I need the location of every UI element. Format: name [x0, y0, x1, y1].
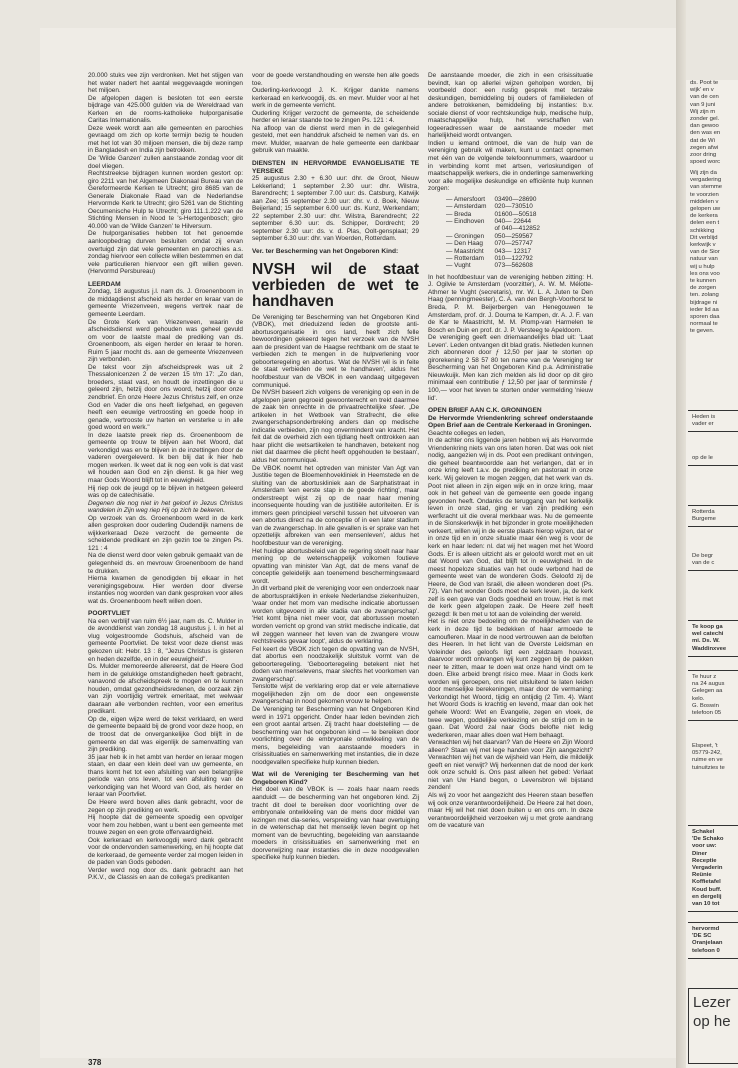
phone-table	[446, 196, 548, 270]
paragraph: De Vereniging ter Bescherming van het Ongeboren Kind (VBOK), met drieduizend leden de grootste anti-abortusorganisatie in ons land, heeft zich felle bewoordingen gekeerd tegen het verzoek van de NVSH aan de president van de Haagse rechtbank om de staat te verbieden zich te mengen in de hulpverlening voor geboorteregeling en abortus. 'Wat de NVSH wil is in feite de staat verbieden de wet te handhaven', aldus het hoofdbestuur van de VBOK in een vandaag uitgegeven communiqué.	[252, 313, 419, 389]
phone-row	[446, 240, 548, 247]
strip-line: zegen afwi	[690, 144, 719, 151]
paragraph: 35 jaar heb ik in het ambt van herder en leraar mogen staan, en daar een klein deel van uw gemeente, en thans komt het tot een afsluiting van een belangrijke periode van ons leven, tot een afsluiting van de verkondiging van het Woord van God, als herder en leraar van Poortvliet.	[88, 753, 243, 799]
paragraph: Indien u iemand ontmoet, die van de hulp van de vereniging gebruik wil maken, kunt u contact opnemen met één van de volgende telefoonnummers, waardoor u in verbinding komt met artsen, verloskundigen of maatschappelijk werkers, die in onderlinge samenwerking voor alle mogelijke deskundige en efficiënte hulp kunnen zorgen:	[428, 139, 593, 193]
paragraph: Verwachten wij het daarvan? Van de Heere en Zijn Woord alleen? Staan wij met lege handen voor Zijn aangezicht? Verwachten wij het van de wijsheid van Hem, die mildelijk geeft en niet verwijt? Wij herkennen dat de nood der kerk ook onze schuld is. Ons past alleen het gebed: Verlaat niet van Uw Hand begon, o Levensbron wil bijstand zenden!	[428, 739, 593, 792]
paragraph: De afgelopen dagen is besloten tot een eerste bijdrage van 425.000 gulden via de Wereldraad van Kerken en de rooms-katholieke hulporganisatie Caritas Internationalis.	[88, 94, 243, 125]
strip-line: Te koop ga	[692, 624, 723, 630]
strip-line: les ons voo	[690, 270, 720, 277]
ad-box	[688, 410, 738, 432]
paragraph: De hulporganisaties hebben tot het genoemde aanloopbedrag durven besluiten omdat zij ervan overtuigd zijn dat vele gemeenten en parochies a.s. zondag hiervoor een collecte willen bestemmen en dat vele particulieren hiervoor een gift willen geven. (Hervormd Persbureau)	[88, 230, 243, 276]
strip-line: dat de Wi	[690, 137, 715, 144]
paragraph: Zondag, 18 augustus j.l. nam ds. J. Groenenboom in de middagdienst afscheid als herder en leraar van de gemeente Vriezenveen, wegens vertrek naar de gemeente Leerdam.	[88, 288, 243, 318]
section-heading-leerdam: LEERDAM	[88, 280, 121, 288]
strip-line: en dergelij	[692, 893, 722, 900]
paragraph: Deze week wordt aan alle gemeenten en parochies gevraagd om zich op korte termijn bezig te houden met het lot van 30 miljoen mensen, die bij deze ramp in Bangladesh en India zijn betrokken.	[88, 124, 243, 155]
ad-box	[688, 670, 738, 721]
strip-line: Oranjelaan	[692, 940, 723, 947]
strip-line: delen een t	[690, 220, 720, 227]
strip-line: Rotterda	[692, 509, 715, 515]
phone-city: — Maastricht	[446, 247, 484, 255]
paragraph: De Vereniging ter Bescherming van het Ongeboren Kind werd in 1971 opgericht. Onder haar leden bevinden zich een groot aantal artsen. Zij tracht haar doelstelling — de bescherming van het ongeboren kind — te bereiken door voorlichting over de embryonale ontwikkeling van de mens, begeleiding van aanstaande moeders in crisissituaties en samenwerking met instanties, die in deze noodgevallen specifieke hulp kunnen bieden.	[252, 706, 419, 766]
phone-number: 050—259567	[494, 232, 533, 240]
phone-number: 010—122792	[494, 255, 533, 262]
strip-line: 'DE SC	[692, 933, 712, 940]
strip-line: Dit verblijd	[690, 234, 718, 241]
section-heading-yerseke: DIENSTEN IN HERVORMDE EVANGELISATIE TE YERSEKE	[252, 160, 419, 175]
phone-number: 043— 12317	[494, 247, 532, 255]
subheading: Wat wil de Vereniging ter Bescherming van het Ongeboren Kind?	[252, 771, 419, 786]
paragraph: 25 augustus 2.30 + 6.30 uur: dhr. de Groot, Nieuw Lekkerland; 1 september 2.30 uur: dhr. Wilstra, Barendrecht; 1 september 7.00 uur: ds. Catsburg, Katwijk aan Zee; 15 september 2.30 uur: dhr. v. d. Boek, Nieuw Beijerland; 15 september 6.00 uur: ds. Kunz, Werkendam; 22 september 2.30 uur: dhr. Wilstra, Barendrecht; 22 september 6.30 uur: ds. Schipper, Dordrecht; 29 september 2.30 uur: ds. v. d. Plas, Oolt-gensplaat; 29 september 6.30 uur: dhr. van Woerden, Rotterdam.	[252, 175, 419, 243]
ad-box	[688, 505, 738, 527]
strip-text	[686, 80, 720, 166]
strip-line: gelopen uw	[690, 206, 721, 213]
paragraph: De Heere werd boven alles dank gebracht, voor de zegen op zijn prediking en werk.	[88, 798, 243, 814]
strip-line: Vergaderin	[692, 865, 723, 872]
strip-line: te geven.	[690, 328, 715, 335]
phone-row	[446, 262, 548, 269]
phone-row	[446, 225, 548, 232]
strip-line: vader er	[692, 421, 714, 428]
strip-line: van 9 juni	[690, 101, 716, 108]
paragraph: Degenen die nog niet in het geloof in Jezus Christus wandelen in Zijn weg riep Hij op zich te bekeren.	[88, 499, 243, 515]
ad-box	[688, 988, 738, 1064]
strip-line: wij u hulp	[690, 263, 715, 270]
column-3	[428, 72, 593, 830]
paragraph: Ds. Mulder memoreerde allereerst, dat de Heere God hem in de gelukkige omstandigheden heeft gebracht, vanavond de afscheidspreek te mogen en te kunnen houden, omdat gezondheidsredenen, de oorzaak zijn van zijn voortijdig vertrek emeritaat, met welwaar daaraan alle verbonden rechten, voor een emeritus predikant.	[88, 663, 243, 716]
ad-box	[688, 740, 738, 775]
page-number: 378	[88, 1058, 102, 1067]
phone-city: — Vught	[446, 262, 471, 270]
strip-line: van de c	[692, 560, 715, 567]
strip-line: ruime en ve	[692, 757, 723, 764]
strip-line: G. Boswin	[692, 702, 719, 709]
column-1	[88, 72, 243, 882]
strip-line: vergadering	[690, 177, 722, 184]
strip-line: te kunnen	[690, 278, 716, 285]
phone-number: 073—562608	[494, 262, 533, 270]
strip-line: voor uw:	[692, 843, 717, 850]
phone-number: 040— 22644	[494, 217, 532, 225]
strip-line: zonder gel.	[690, 116, 720, 123]
article-headline: NVSH wil de staat verbieden de wet te handhaven	[252, 260, 419, 310]
strip-line: kelo.	[692, 695, 705, 702]
strip-line: bijdrage ni	[690, 299, 718, 306]
strip-line: na 24 augus	[692, 681, 725, 688]
adjacent-page-strip	[686, 80, 738, 1068]
phone-city: — Groningen	[446, 232, 485, 240]
article-kicker: Ver. ter Bescherming van het Ongeboren Kind:	[252, 248, 399, 256]
strip-line: kerkwijk v	[690, 242, 716, 249]
section-heading-open-brief: OPEN BRIEF AAN C.K. GRONINGEN	[428, 407, 542, 415]
strip-line: van de Sior	[690, 249, 720, 256]
phone-row	[446, 196, 548, 203]
paragraph: De 'Wilde Ganzen' zullen aanstaande zondag voor dit doel vliegen.	[88, 155, 243, 170]
strip-line: sporen daa	[690, 314, 720, 321]
strip-line: hervormd	[692, 926, 720, 932]
phone-city: — Den Haag	[446, 240, 483, 248]
paragraph: Als wij zo voor het aangezicht des Heeren staan beseffen wij ook onze verantwoordelijkheid. De Heere zal het doen, maar Hij wil het niet doen buiten u en ons om. In deze verantwoordelijkheid verzoeken wij u met grote aandrang om de vacature van	[428, 792, 593, 830]
paragraph: De tekst voor zijn afscheidspreek was uit 2 Thessalonicenzen 2 de verzen 15 t/m 17: „Zo dan, broeders, staat vast, en houdt de inzettingen die u geleerd zijn, hetzij door ons woord, hetzij door onze zendbrief. En onze Heere Jezus Christus zelf, en onze God en Vader die ons heeft liefgehad, en gegeven heeft een eeuwige vertroosting en goede hoop in genade, vertrooste uw harten en versterke u in alle goed woord en werk."	[88, 363, 243, 432]
section-heading-poortvliet: POORTVLIET	[88, 610, 131, 618]
paragraph: Ouderling Krijger verzocht de gemeente, de scheidende herder en leraar staande toe te zingen Ps. 121 : 4.	[252, 109, 419, 125]
strip-line: 'De Schako	[692, 836, 724, 843]
phone-number: 03490—28690	[494, 195, 537, 203]
paragraph: De aanstaande moeder, die zich in een crisissituatie bevindt, kan op allerlei wijzen geholpen worden, bij voorbeeld door: een rustig gesprek met terzake deskundigen, bemiddeling bij ouders of familieleden of andere betrokkenen, bemiddeling bij instanties: b.v. sociale dienst of voor rechtskundige hulp, medische hulp, maatschappelijke hulp, het verschaffen van logeeradressen waar de aanstaande moeder met harlelijkheid wordt ontvangen.	[428, 72, 593, 140]
page-fold	[676, 0, 686, 1068]
ad-box	[688, 825, 738, 912]
paragraph: Rechtstreekse bijdragen kunnen worden gestort op: giro 2211 van het Algemeen Diakonaal Bureau van de Gereformeerde Kerken te Utrecht; giro 8685 van de Generale Diakonale Raad van de Nederlandse Hervormde Kerk te Utrecht; giro 5261 van de Stichting Oecumenische Hulp te Utrecht; giro 111.1.222 van de Stichting Mensen in Nood te 's-Hertogenbosch; giro 40.000 van de 'Wilde Ganzen' te Hilversum.	[88, 170, 243, 230]
strip-line: Wij zijn m	[690, 108, 716, 115]
paragraph: Op verzoek van ds. Groenenboom werd in de kerk allen gesproken door ouderling Oudendijk namens de wijkkerkeraad Deze verzocht de gemeente de scheidende predikant en zijn gezin toe te zingen Ps. 121 : 4	[88, 514, 243, 552]
paragraph: Het is niet onze bedoeling om de moeilijkheden van de kerk in deze tijd te bedekken of haar armoede te camoufleren. Maar in de nood vertrouwen aan de beloften des Heeren. In het licht van de Overste Leidsman en Voleinder des geloofs ligt een zeldzaam houvast, daarvoor wordt ontvangen wij kunt zeggen bij de pakken neer te zitten, maar te doen wat onze hand vindt om te doen. Elke arbeid brengt risico mee. Maar in Gods kerk worden wij geroepen, ons niet uitsluitend te laten leiden door menselijke berekeningen, maar door de vermaning: Verkondigt het Woord, tijdig en ontijdig (2 Tim. 4). Want het Woord Gods is krachtig en levend, maar dan ook het gehele Woord: Wet en Evangelie, zegen en vloek, de twee wegen, goddelijke verkiezing en de strijd om in te gaan. Dat Woord zal naar Gods belofte niet ledig wederkeren, maar alles doen wat Hem behaagt.	[428, 618, 593, 739]
strip-line: Te huur z	[692, 674, 717, 680]
strip-line: 05779-242,	[692, 750, 722, 757]
strip-line: zoor dring	[690, 152, 717, 159]
strip-line: tuinuitzies te	[692, 764, 725, 771]
strip-line: den was en	[690, 130, 721, 137]
paragraph: Het doel van de VBOK is — zoals haar naam reeds aanduidt — de bescherming van het ongeboren kind. Zij tracht dit doel te bereiken door voorlichting over de embryonale ontwikkeling van de mens door middel van lezingen met dia-series, verspreiding van haar overtuiging in de wetenschap dat het menselijk leven begint op het moment van de bevruchting, begeleiding van aanstaande moeders in crisissituaties en samenwerking met en doorverwijzing naar instanties die in deze noodgevallen specifieke hulp kunnen bieden.	[252, 786, 419, 862]
column-2	[252, 72, 419, 862]
paragraph: Op de, eigen wijze werd de tekst verklaard, en werd de gemeente bepaald bij de grond voor deze hoop, en de troost dat de onvergankelijke God blijft in de gemeente en dat was eigenlijk de samenvatting van zijn prediking.	[88, 715, 243, 754]
paragraph: Hij riep ook de jeugd op te blijven in hetgeen geleerd was op de catechisatie.	[88, 484, 243, 500]
strip-line: telefoon 0	[692, 947, 720, 954]
phone-city: — Amersfoort	[446, 195, 486, 203]
strip-line: Diner	[692, 850, 708, 857]
strip-line: Lezer	[693, 994, 731, 1011]
strip-line: van stemme	[690, 184, 723, 191]
paragraph: Ouderling-kerkvoogd J. K. Krijger dankte namens kerkeraad en kerkvoogdij, ds. en mevr. Mulder voor al het werk in de gemeente verricht.	[252, 87, 419, 110]
strip-line: op he	[693, 1013, 731, 1030]
phone-city: — Breda	[446, 210, 472, 218]
phone-city	[446, 225, 494, 232]
strip-line: Burgeme	[692, 516, 716, 523]
phone-city: — Amsterdam	[446, 203, 487, 211]
strip-line: ieder lid aa	[690, 306, 719, 313]
phone-row	[446, 248, 548, 255]
strip-line: de zorgen	[690, 285, 717, 292]
strip-line: middelen v	[690, 198, 719, 205]
ad-box	[688, 452, 738, 466]
strip-line: Koud buff.	[692, 886, 722, 893]
paragraph: Hij hoopte dat de gemeente spoedig een opvolger voor hem zou hebben, want u bent een gemeente met trouwe zegen en een grote offervaardigheid.	[88, 814, 243, 837]
paragraph: Na afloop van de dienst werd men in de gelegenheid gesteld, met een handdruk afscheid te nemen van ds. en mevr. Mulder, waarvan de hele gemeente een dankbaar gebruik van maakte.	[252, 124, 419, 155]
strip-line: spoed worc	[690, 159, 721, 166]
ad-box	[688, 922, 738, 959]
phone-number: 01600—50518	[494, 210, 537, 218]
phone-number: 070—257747	[494, 240, 533, 248]
paragraph: 20.000 stuks vee zijn verdronken. Met het stijgen van het water nadert het aantal weggevaagde woningen het miljoen.	[88, 72, 243, 95]
phone-city: — Eindhoven	[446, 217, 485, 225]
paragraph: De Grote Kerk van Vriezenveen, waarin de afscheidsdienst werd gehouden was geheel gevuld om voor de laatste maal de prediking van ds. Groenenboom, als eigen herder en leraar te horen. Ruim 5 jaar mocht ds. aan de gemeente Vriezenveen zijn verbonden.	[88, 318, 243, 364]
strip-line: normaal te	[690, 321, 718, 328]
strip-line: van de cen	[690, 94, 719, 101]
strip-line: De begr	[692, 553, 713, 559]
paragraph: De vereniging geeft een driemaandelijks blad uit: 'Laat Leven'. Leden ontvangen dit blad gratis. Nietleden kunnen zich abonneren door ƒ 12,50 per jaar te storten op girorekening 2 58 57 80 ten name van de Vereniging ter Bescherming van het Ongeboren Kind p.a. Administratie Nieuwkuijk. Men kan zich melden als lid door op dit giro minimaal een contributie ƒ 12,50 per jaar of tenminste ƒ 100,— voor het leven te storten onder vermelding 'nieuw lid'.	[428, 334, 593, 402]
strip-line: ten. zolang	[690, 292, 719, 299]
strip-line: dan gewoo	[690, 123, 719, 130]
paragraph: voor de goede verstandhouding en wenste hen alle goeds toe.	[252, 72, 419, 87]
strip-line: wijk' en v	[690, 87, 714, 94]
strip-line: ds. Poot te	[690, 80, 719, 86]
newspaper-page	[40, 28, 680, 1067]
paragraph: In het hoofdbestuur van de vereniging hebben zitting: H. J. Ogilvie te Amsterdam (voorzitter), A. W. M. Mélotte-Athmer te Vught (secretaris), mr. W. L. A. Juten te Den Haag (penningmeester), C. A. van den Bergh-Voorhorst te Breda, P. M. Beijerbergen van Henegouwen te Amsterdam, prof. dr. J. Douma te Kampen, dr. A. J. F. van de Kar te Maastricht, M. M. Plomp-van Harmelen te Bosch en Duin en prof. dr. J. P. Versteeg te Apeldoorn.	[428, 273, 593, 334]
paragraph: In deze laatste preek riep ds. Groenenboom de gemeente op trouw te blijven aan het Woord, dat verkondigd was en te blijven in de inzettingen door de vaderen overgeleverd. Ik ben blij dat ik hier heb mogen werken. Ik weet dat ik nog een volk is dat vast wil houden aan God en zijn dienst. Ik ga hier weg maar Gods Woord blijft tot in eeuwigheid.	[88, 431, 243, 484]
paragraph: Ook kerkeraad en kerkvoogdij werd dank gebracht voor de ondervonden samenwerking, en hij hoopte dat de kerkeraad, de gemeente verder zal mogen leiden in de paden van Gods geboden.	[88, 836, 243, 867]
strip-line: op de le	[692, 455, 713, 461]
strip-line: Gelegen aa	[692, 688, 723, 695]
phone-row	[446, 203, 548, 210]
strip-line: natuur van	[690, 256, 718, 263]
ad-box	[688, 620, 738, 657]
strip-line: van 10 tot	[692, 901, 720, 908]
paragraph: Geachte colleges en leden,	[428, 429, 506, 437]
phone-city: — Rotterdam	[446, 255, 485, 262]
strip-line: Heden is	[692, 414, 716, 420]
strip-line: Wij zijn da	[690, 170, 717, 176]
phone-row	[446, 211, 548, 218]
paragraph: Na de dienst werd door velen gebruik gemaakt van de gelegenheid ds. en mevrouw Groenenboom de hand te drukken.	[88, 552, 243, 575]
paragraph: Tenslotte wijst de verklaring erop dat er vele alternatieve mogelijkheden zijn om de door een ongewenste zwangerschap in nood gekomen vrouw te helpen.	[252, 683, 419, 706]
paragraph: De VBOK noemt het optreden van minister Van Agt van Justitie tegen de Bloemenhovekliniek in Heemstede en de sluiting van de abortuskliniek aan de Sarphatistraat in Amsterdam 'een eerste stap in de goede richting', maar onderstreept wijst zij op de naar haar mening inconsequente houding van de justitiële autoriteiten. Er is immers geen principieel verschil tussen het uitvoeren van een abortus direct na de conceptie of in een later stadium van de zwangerschap. In alle gevallen is er sprake van het opzettelijk afbreken van een mensenleven', aldus het hoofdbestuur van de vereniging.	[252, 464, 419, 547]
section-subheading: De Hervormde Vriendenkring schreef onderstaande Open Brief aan de Centrale Kerkeraad in Groningen.	[428, 414, 593, 430]
strip-line: schikking	[690, 227, 715, 234]
strip-line: telefoon 05	[692, 710, 722, 717]
strip-line: Reünie	[692, 872, 712, 879]
paragraph: In de achter ons liggende jaren hebben wij als Hervormde Vriendenkring niets van ons laten horen. Dat was ook niet nodig, aangezien wij in ds. Poot een predikant ontvingen, die geheel beantwoordde aan het verlangen, dat er in onze kring leeft t.a.v. de prediking en pastoraat in onze kerk. Wij geloven te mogen zeggen, dat het werk van ds. Poot niet alleen in zijn eigen wijk en in onze kring, maar ook in het geheel van de gemeente een goede ingang gevonden heeft. Ondanks de teruggang van het kerkelijk leven in onze stad, ging er van zijn prediking een werfkracht uit die overal merkbaar was. Nu de gemeente in de Sionskerkwijk in het bijzonder in grote moeilijkheden verkeert, willen wij in de eerste plaats hierop wijzen, dat er in onze tijd en in onze situatie maar één weg is voor de kerk en haar leden: nl. dat wij het wagen met het Woord Gods. Er is alleen uitzicht als er geloofd wordt met en uit dat Woord van God, dat blijft tot in eeuwigheid. In de meest hopeloze situaties van het oude verbond had de gemeente weet van de wonderen Gods. Geloofd zij de Heere, de God van Israël, die alleen wonderen doet (Ps. 72). Van het wonder Gods moet de kerk leven, ja, de kerk zelf is een gave van Gods goedheid en trouw. Het is met de kerk geen afgelopen zaak. De Heere zelf heeft gezegd: Ik ben met u tot aan de voleinding der wereld.	[428, 437, 593, 618]
paragraph: Het huidige abortusbeleid van de regering stoelt naar haar mening op de wetenschappelijk volkomen foutieve opvatting van minister Van Agt, dat de mens vanaf de conceptie geleidelijk aan toenemend beschermingswaard wordt.	[252, 547, 419, 585]
strip-line: wel catechi	[692, 631, 724, 638]
phone-number: 020—730510	[494, 203, 533, 211]
paragraph: Verder werd nog door ds. dank gebracht aan het P.K.V., de Classis en aan de collega's predikanten	[88, 866, 243, 882]
strip-line: mi. Ds. W.	[692, 638, 720, 645]
paragraph: Fel keert de VBOK zich tegen de opvatting van de NVSH, dat abortus een noodzakelijk sluitstuk vormt van de geboorteregeling. 'Geboorteregeling betekent niet het doden van menselevens, maar slechts het voorkomen van zwangerschap'.	[252, 645, 419, 683]
paragraph: De NVSH baseert zich volgens de vereniging op een in de afgelopen jaren gegroeid gewoonterecht en trekt daarmee de zaak ten onrechte in de privaatrechtelijke sfeer. „De artikelen in het Wetboek van Strafrecht, die elke zwangerschapsonderbreking anders dan op medische indicatie verbieden, zijn nog onverminderd van kracht. Het feit dat de overheid zich een tijdlang heeft onttrokken aan haar plicht die wetsartikelen te handhaven, betekent nog niet dat daarmee die plicht heeft opgehouden te bestaan', aldus het communiqué.	[252, 389, 419, 464]
strip-line: te voorzien	[690, 191, 719, 198]
paragraph: Hierna kwamen de genodigden bij elkaar in het verenigingsgebouw. Hier werden door diverse instanties nog woorden van dank gesproken voor alles wat ds. Groenenboom heeft willen doen.	[88, 575, 243, 605]
strip-line: Receptie	[692, 857, 717, 864]
strip-text	[686, 170, 722, 336]
strip-line: Waddinxvee	[692, 645, 727, 652]
paragraph: Na een verblijf van ruim 6½ jaar, nam ds. C. Mulder in de avonddienst van zondag 18 augustus j. l. in het al vlug volgestroomde Godshuis, afscheid van de gemeente Poortvliet. De tekst voor deze dienst was gekozen uit: Hebr. 13 : 8, "Jezus Christus is gisteren en heden dezelfde, en in der eeuwigheid".	[88, 617, 243, 663]
strip-line: Koffietafel	[692, 879, 721, 886]
strip-line: Schakel	[692, 829, 715, 835]
paragraph: Jn dit verband pleit de vereniging voor een onderzoek naar de abortuspraktijken in enkele Nederlandse ziekenhuizen, 'waar onder het mom van medische indicatie abortussen worden uitgevoerd in alle stadia van de zwangerschap'. 'Het komt bijna niet meer voor, dat abortussen moeten worden verricht op grond van strikt medische indicatie, dat wil zeggen wanneer het leven van de zwangere vrouw rechtstreeks gevaar loopt', aldus de verklaring.	[252, 585, 419, 646]
phone-row	[446, 255, 548, 262]
phone-number: of 040—412852	[494, 225, 540, 233]
strip-line: Elspeet, 't	[692, 743, 718, 749]
ad-box	[688, 550, 738, 571]
strip-line: de kerkera	[690, 213, 718, 220]
phone-row	[446, 233, 548, 240]
phone-row	[446, 218, 548, 225]
